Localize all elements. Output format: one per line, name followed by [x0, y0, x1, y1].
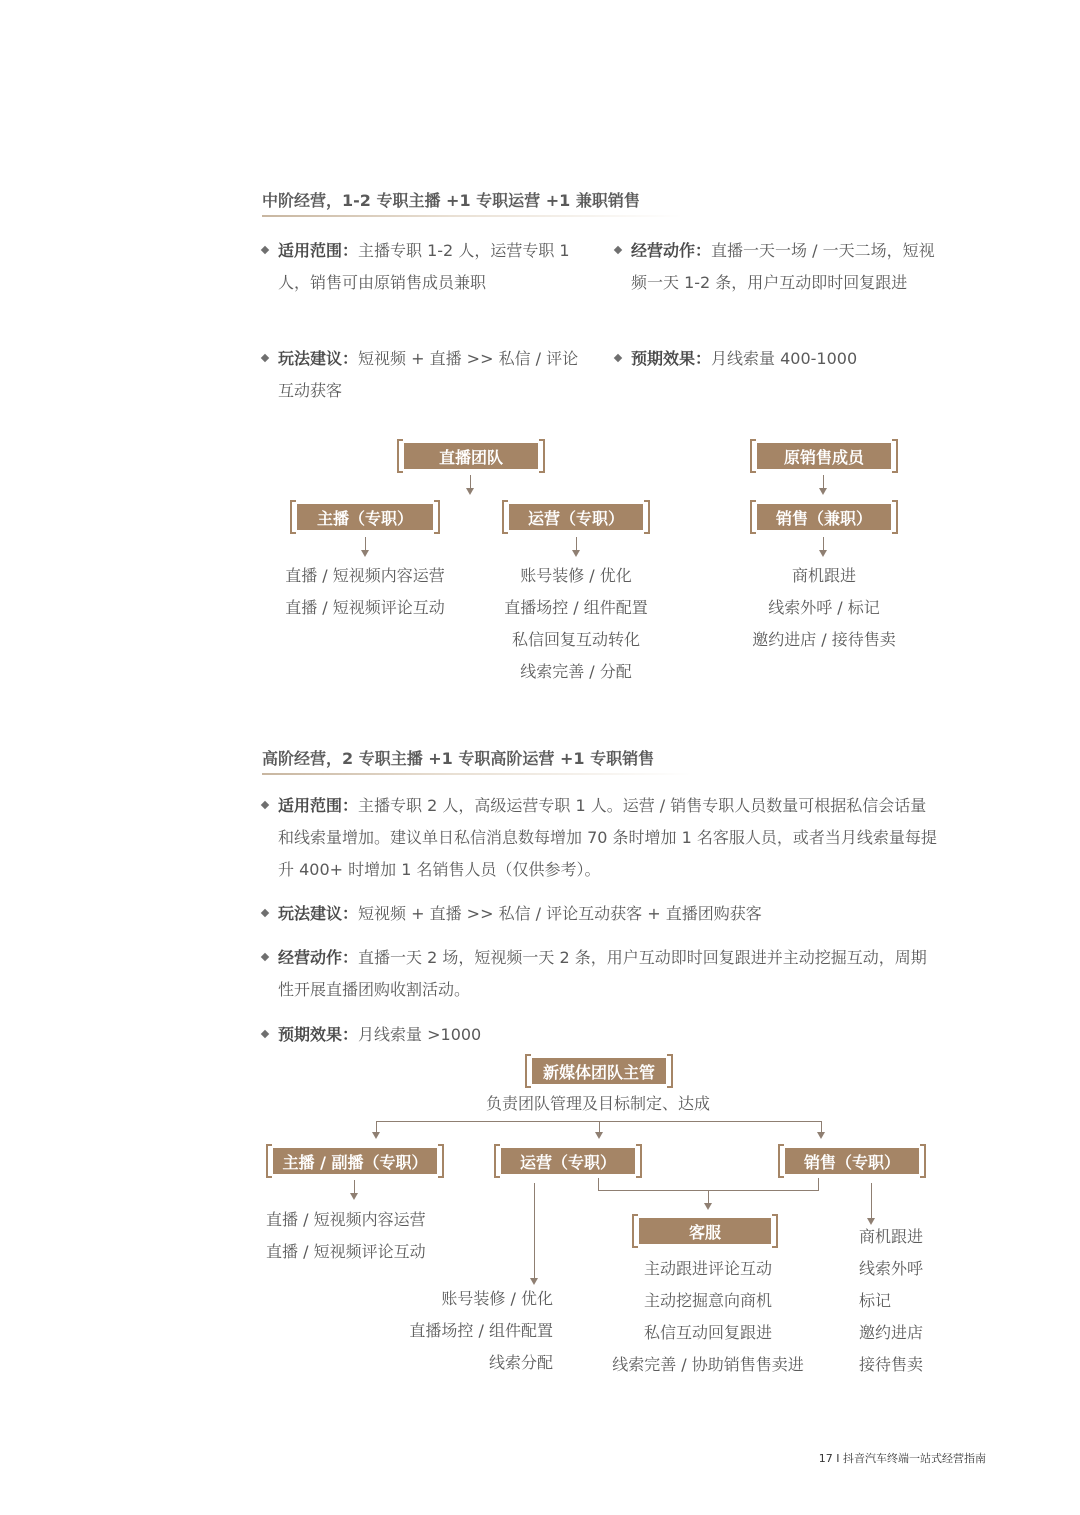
tag-live-team: 直播团队	[397, 440, 545, 472]
task-item: 线索外呼	[859, 1259, 924, 1278]
task-item: 主动跟进评论互动	[643, 1259, 772, 1278]
mid-anchor-tasks	[255, 560, 475, 624]
task-item: 直播场控 / 组件配置	[409, 1321, 553, 1340]
section-title-mid: 中阶经营，1-2 专职主播 +1 专职运营 +1 兼职销售	[262, 188, 682, 217]
mid-scope-text: 主播专职 1-2 人，运营专职 1 人，销售可由原销售成员兼职	[278, 241, 570, 292]
high-scope-label: 适用范围：	[278, 796, 359, 815]
task-item: 线索完善 / 协助销售售卖进	[612, 1355, 804, 1374]
high-play-text: 短视频 + 直播 >> 私信 / 评论互动获客 + 直播团购获客	[358, 904, 762, 923]
task-item: 线索外呼 / 标记	[768, 598, 880, 617]
mid-effect-label: 预期效果：	[631, 349, 712, 368]
high-actions-label: 经营动作：	[278, 948, 359, 967]
high-actions-text: 直播一天 2 场，短视频一天 2 条，用户互动即时回复跟进并主动挖掘互动，周期性开展直播团购收割活动。	[278, 948, 927, 999]
arrow-down-icon	[365, 537, 366, 551]
task-item: 直播 / 短视频内容运营	[285, 566, 445, 585]
mid-play-text: 短视频 + 直播 >> 私信 / 评论互动获客	[278, 349, 579, 400]
arrow-down-icon	[708, 1190, 709, 1204]
arrow-down-icon	[599, 1121, 600, 1133]
mid-sales-tasks	[714, 560, 934, 656]
task-item: 标记	[859, 1291, 892, 1310]
high-play-label: 玩法建议：	[278, 904, 359, 923]
task-item: 商机跟进	[791, 566, 856, 585]
task-item: 邀约进店 / 接待售卖	[752, 630, 896, 649]
task-item: 线索完善 / 分配	[520, 662, 632, 681]
task-item: 私信互动回复跟进	[643, 1323, 772, 1342]
task-item: 直播 / 短视频评论互动	[266, 1242, 426, 1261]
tag-ops-high: 运营（专职）	[494, 1145, 642, 1177]
tag-sales-mid: 销售（兼职）	[750, 501, 898, 533]
high-anchor-tasks	[266, 1204, 486, 1268]
high-effect-label: 预期效果：	[278, 1025, 359, 1044]
arrow-down-icon	[470, 475, 471, 489]
task-item: 接待售卖	[859, 1355, 924, 1374]
task-item: 直播 / 短视频内容运营	[266, 1210, 426, 1229]
high-service-tasks	[588, 1253, 828, 1381]
mid-effect-item	[615, 343, 940, 375]
arrow-down-icon	[821, 1121, 822, 1133]
high-sales-tasks	[859, 1221, 949, 1381]
task-item: 账号装修 / 优化	[520, 566, 632, 585]
arrow-down-icon	[823, 475, 824, 489]
arrow-down-icon	[823, 537, 824, 551]
mid-scope-label: 适用范围：	[278, 241, 359, 260]
mid-actions-text: 直播一天一场 / 一天二场，短视频一天 1-2 条，用户互动即时回复跟进	[631, 241, 935, 292]
section-title-high: 高阶经营，2 专职主播 +1 专职高阶运营 +1 专职销售	[262, 746, 692, 775]
task-item: 私信回复互动转化	[511, 630, 640, 649]
task-item: 主动挖掘意向商机	[643, 1291, 772, 1310]
tag-ops-mid: 运营（专职）	[502, 501, 650, 533]
tag-supervisor: 新媒体团队主管	[525, 1055, 673, 1087]
task-item: 商机跟进	[859, 1227, 924, 1246]
mid-play-label: 玩法建议：	[278, 349, 359, 368]
arrow-down-icon	[576, 537, 577, 551]
task-item: 邀约进店	[859, 1323, 924, 1342]
page-number: 17	[818, 1452, 833, 1465]
arrow-down-icon	[376, 1121, 377, 1133]
high-effect-text: 月线索量 >1000	[358, 1025, 482, 1044]
tag-anchor-mid: 主播（专职）	[290, 501, 440, 533]
task-item: 直播场控 / 组件配置	[504, 598, 648, 617]
high-scope-text: 主播专职 2 人，高级运营专职 1 人。运营 / 销售专职人员数量可根据私信会话量和线索量增加。建议单日私信消息数每增加 70 条时增加 1 名客服人员，或者当月线索量每提升 400+ 时增加 1 名销售人员（仅供参考）。	[278, 796, 937, 879]
arrow-down-icon	[354, 1180, 355, 1194]
task-item: 线索分配	[488, 1353, 553, 1372]
arrow-down-icon	[534, 1183, 535, 1279]
high-ops-tasks	[340, 1283, 553, 1379]
mid-ops-tasks	[466, 560, 686, 688]
high-play-item	[262, 898, 942, 930]
task-item: 账号装修 / 优化	[441, 1289, 553, 1308]
high-effect-item	[262, 1019, 942, 1051]
tag-sales-high: 销售（专职）	[778, 1145, 926, 1177]
arrow-down-icon	[871, 1183, 872, 1219]
mid-effect-text: 月线索量 400-1000	[711, 349, 858, 368]
footer-separator: I	[836, 1452, 840, 1465]
mid-scope-item	[262, 235, 584, 299]
document-title: 抖音汽车终端一站式经营指南	[843, 1452, 986, 1465]
task-item: 直播 / 短视频评论互动	[285, 598, 445, 617]
high-actions-item	[262, 942, 942, 1006]
high-scope-item	[262, 790, 942, 886]
tag-service: 客服	[632, 1215, 778, 1247]
mid-play-item	[262, 343, 584, 407]
mid-actions-item	[615, 235, 940, 299]
page-footer	[819, 1450, 986, 1466]
mid-actions-label: 经营动作：	[631, 241, 712, 260]
tag-anchor-high: 主播 / 副播（专职）	[266, 1145, 444, 1177]
tag-orig-sales: 原销售成员	[750, 440, 898, 472]
supervisor-desc: 负责团队管理及目标制定、达成	[485, 1094, 710, 1113]
